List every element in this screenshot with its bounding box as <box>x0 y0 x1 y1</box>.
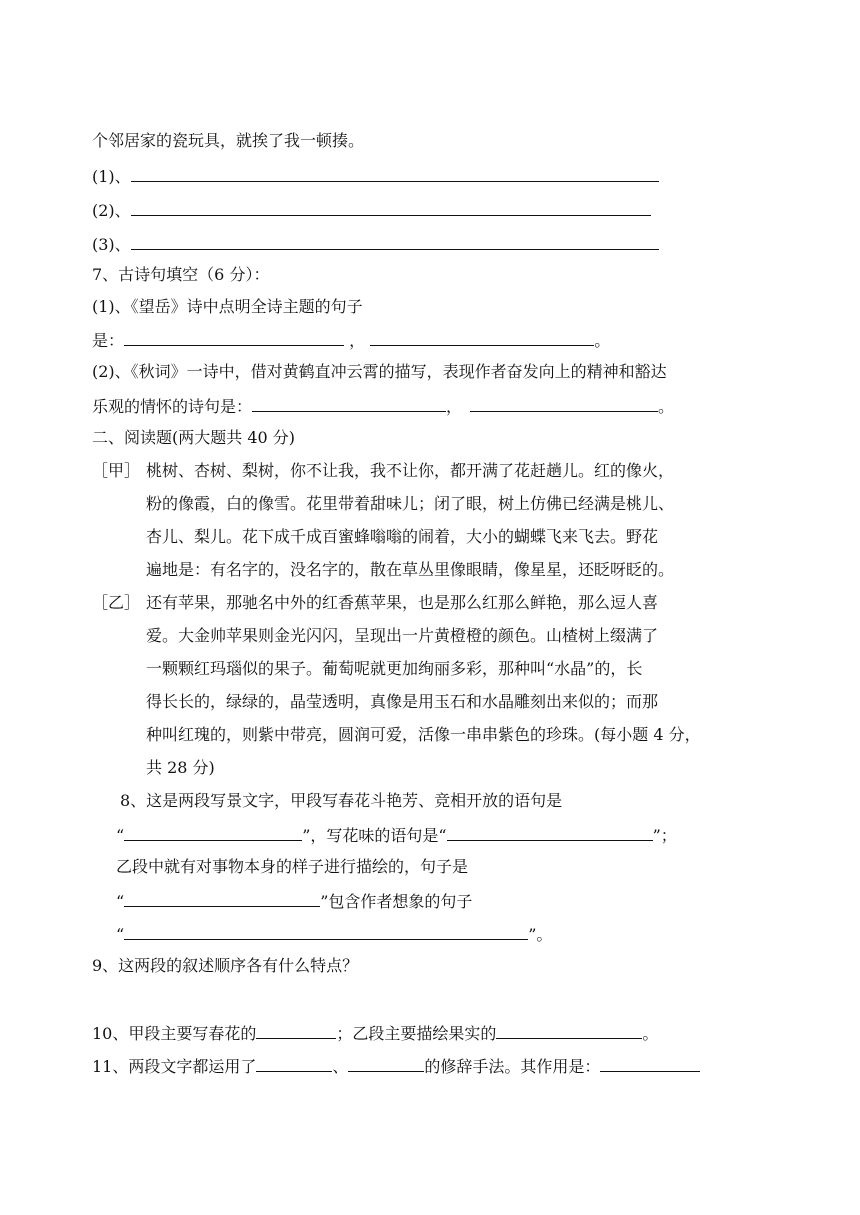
passage-yi-line: 得长长的，绿绿的，晶莹透明，真像是用玉石和水晶雕刻出来似的；而那 <box>146 692 659 711</box>
q6-item-1 <box>92 164 659 188</box>
answer-blank[interactable] <box>256 1021 336 1039</box>
answer-blank[interactable] <box>370 328 594 346</box>
q9-prompt: 9、这两段的叙述顺序各有什么特点？ <box>92 956 359 975</box>
q6-item-2 <box>92 198 651 222</box>
passage-jia-line: 杏儿、梨儿。花下成千成百蜜蜂嗡嗡的闹着，大小的蝴蝶飞来飞去。野花 <box>146 527 659 546</box>
answer-blank[interactable] <box>496 1021 642 1039</box>
open-quote: “ <box>116 892 125 911</box>
q8-mid-text: ”，写花味的语句是“ <box>302 826 447 845</box>
q10-text-b: ；乙段主要描绘果实的 <box>336 1024 497 1043</box>
q10-text-a: 10、甲段主要写春花的 <box>92 1024 257 1043</box>
q7-part2-prompt: (2)、《秋词》一诗中，借对黄鹤直冲云霄的描写，表现作者奋发向上的精神和豁达 <box>92 362 667 381</box>
open-quote: “ <box>116 925 125 944</box>
q10-row <box>92 1021 658 1045</box>
answer-blank[interactable] <box>124 922 528 940</box>
q8-prompt: 8、这是两段写景文字，甲段写春花斗艳芳、竞相开放的语句是 <box>120 791 563 810</box>
open-quote: “ <box>116 826 125 845</box>
q7-part1-prefix: 是： <box>92 331 125 350</box>
q8-answer-row-2 <box>116 889 472 913</box>
q8-prompt-2: 乙段中就有对事物本身的样子进行描绘的，句子是 <box>116 857 469 876</box>
answer-blank[interactable] <box>124 823 302 841</box>
q6-item-3 <box>92 232 659 256</box>
answer-blank[interactable] <box>348 1054 424 1072</box>
q11-text-a: 11、两段文字都运用了 <box>92 1057 257 1076</box>
q7-title: 7、古诗句填空（6 分）： <box>92 265 270 284</box>
answer-blank[interactable] <box>131 164 659 182</box>
q7-part1-comma: ， <box>349 331 366 350</box>
q11-row <box>92 1054 700 1078</box>
q8-end-text: ”； <box>652 826 677 845</box>
passage-jia-line: 粉的像霞，白的像雪。花里带着甜味儿；闭了眼，树上仿佛已经满是桃儿、 <box>146 494 675 513</box>
passage-jia-line: 遍地是：有名字的，没名字的，散在草丛里像眼睛，像星星，还眨呀眨的。 <box>146 560 675 579</box>
q7-part2-prefix: 乐观的情怀的诗句是： <box>92 397 253 416</box>
q8-mid-text-2: ”包含作者想象的句子 <box>320 892 473 911</box>
passage-jia-tag: ［甲］ <box>92 461 141 480</box>
q11-text-c: 的修辞手法。其作用是： <box>424 1057 601 1076</box>
q10-text-c: 。 <box>642 1024 659 1043</box>
q6-item-label: (2)、 <box>92 201 131 220</box>
passage-yi-line: 还有苹果，那驰名中外的红香蕉苹果，也是那么红那么鲜艳，那么逗人喜 <box>146 593 659 612</box>
q6-intro: 个邻居家的瓷玩具，就挨了我一顿揍。 <box>92 131 365 150</box>
section-title: 二、阅读题(两大题共 40 分) <box>92 428 296 447</box>
q11-text-b: 、 <box>332 1057 349 1076</box>
answer-blank[interactable] <box>124 889 320 907</box>
passage-yi-line: 种叫红瑰的，则紫中带亮，圆润可爱，活像一串串紫色的珍珠。(每小题 4 分， <box>146 725 701 744</box>
answer-blank[interactable] <box>600 1054 700 1072</box>
q6-item-label: (1)、 <box>92 167 131 186</box>
passage-yi-tag: ［乙］ <box>92 593 141 612</box>
q6-item-label: (3)、 <box>92 235 131 254</box>
passage-jia-line: 桃树、杏树、梨树，你不让我，我不让你，都开满了花赶趟儿。红的像火， <box>146 461 675 480</box>
answer-blank[interactable] <box>470 394 658 412</box>
answer-blank[interactable] <box>131 198 651 216</box>
q8-answer-row-1 <box>116 823 677 847</box>
q7-part2-end: 。 <box>658 397 675 416</box>
passage-yi-line: 一颗颗红玛瑙似的果子。葡萄呢就更加绚丽多彩，那种叫“水晶”的，长 <box>146 659 643 678</box>
passage-yi-line: 爱。大金帅苹果则金光闪闪，呈现出一片黄橙橙的颜色。山楂树上缀满了 <box>146 626 659 645</box>
answer-blank[interactable] <box>131 232 659 250</box>
q8-answer-row-3 <box>116 922 552 946</box>
q7-part1-prompt: (1)、《望岳》诗中点明全诗主题的句子 <box>92 297 363 316</box>
answer-blank[interactable] <box>124 328 344 346</box>
passage-yi-line: 共 28 分) <box>146 758 215 777</box>
answer-blank[interactable] <box>256 1054 332 1072</box>
q7-part2-answer <box>92 394 674 418</box>
q8-end-text-3: ”。 <box>528 925 553 944</box>
answer-blank[interactable] <box>252 394 446 412</box>
q7-part1-end: 。 <box>594 331 611 350</box>
q7-part1-answer <box>92 328 610 352</box>
answer-blank[interactable] <box>447 823 653 841</box>
q7-part2-comma: ， <box>446 397 463 416</box>
